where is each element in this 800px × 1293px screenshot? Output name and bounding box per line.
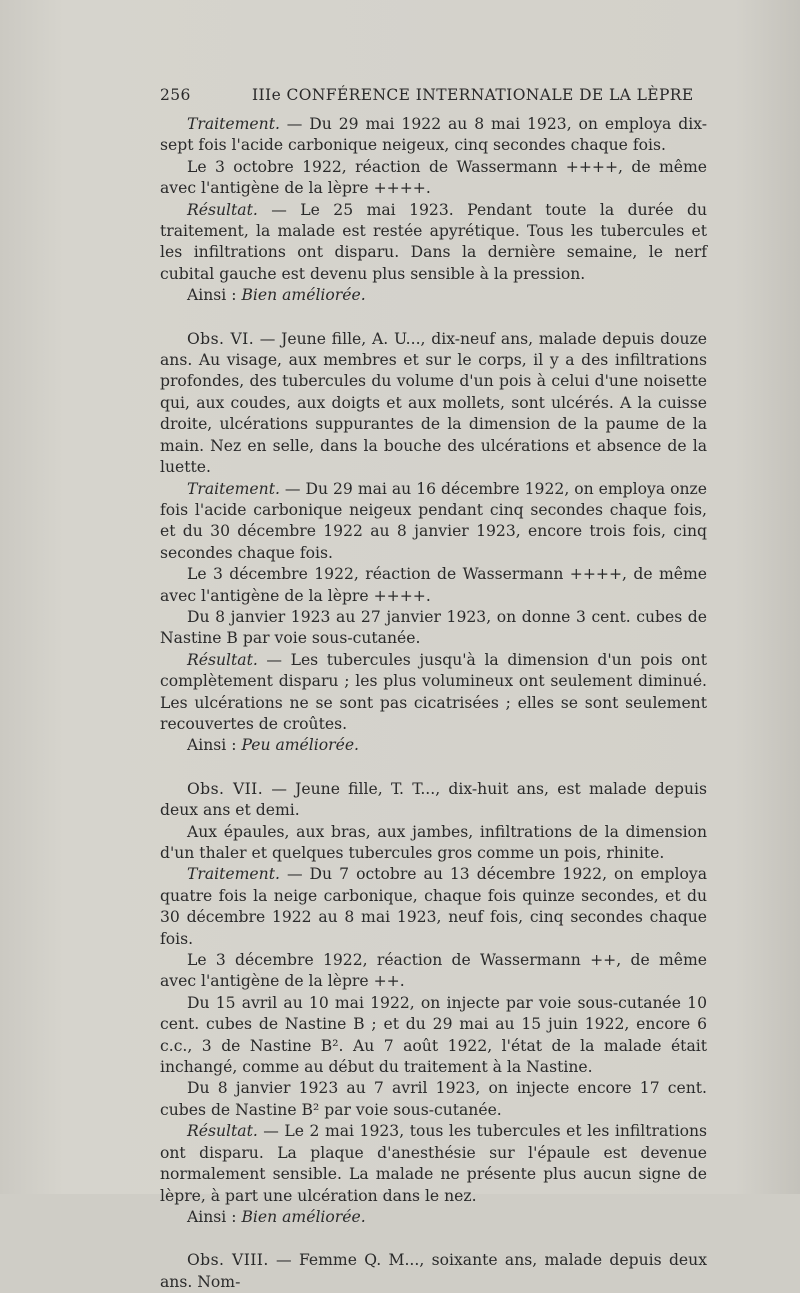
paragraph-observation-heading [160,329,707,479]
section-gap [160,307,707,329]
running-title: IIIe CONFÉRENCE INTERNATIONALE DE LA LÈPRE [252,86,694,104]
paragraph-text: Ainsi : [187,1207,242,1226]
observation-number: Obs. VII. [187,779,264,798]
section-gap [160,1228,707,1250]
observation-number: Obs. VIII. [187,1251,269,1270]
paragraph-label: Résultat. [187,1122,258,1141]
paragraph-label: Traitement. [187,865,280,884]
paragraph-text: — Du 29 mai au 16 décembre 1922, on employa onze fois l'acide carbonique neigeux pendant cinq secondes chaque fois, et du 30 décembre 1922 au 8 janvier 1923, encore trois fois, cinq secondes chaque fois. [160,479,707,562]
paragraph-text: Du 15 avril au 10 mai 1922, on injecte par voie sous-cutanée 10 cent. cubes de Nastine B ; et du 29 mai au 15 juin 1922, encore 6 c.c., 3 de Nastine B². Au 7 août 1922, l'état de la malade était inchangé, comme au début du traitement à la Nastine. [160,993,707,1077]
paragraph-text: Du 8 janvier 1923 au 7 avril 1923, on injecte encore 17 cent. cubes de Nastine B² par voie sous-cutanée. [160,1079,707,1119]
paragraph-wassermann [160,157,707,200]
paragraph-wassermann [160,950,707,993]
paragraph-text: — Jeune fille, A. U..., dix-neuf ans, malade depuis douze ans. Au visage, aux membres et sur le corps, il y a des infiltrations profondes, des tubercules du volume d'un pois à celui d'une noisette qui, aux coudes, aux doigts et aux mollets, sont ulcérés. A la cuisse droite, ulcérations suppurantes de la dimension de la paume de la main. Nez en selle, dans la bouche des ulcérations et absence de la luette. [160,329,708,477]
paragraph-text: — Le 2 mai 1923, tous les tubercules et les infiltrations ont disparu. La plaque d'anesthésie sur l'épaule est devenue normalement sensible. La malade ne présente plus aucun signe de lèpre, à part une ulcération dans le nez. [160,1122,707,1205]
paragraph-label: Traitement. [187,479,280,498]
paragraph-resultat [160,650,707,736]
paragraph-text: Le 3 décembre 1922, réaction de Wassermann ++, de même avec l'antigène de la lèpre ++. [160,951,707,991]
paragraph-text: — Jeune fille, T. T..., dix-huit ans, est malade depuis deux ans et demi. [160,779,707,820]
paragraph-text: Aux épaules, aux bras, aux jambes, infiltrations de la dimension d'un thaler et quelques tubercules gros comme un pois, rhinite. [160,822,707,862]
paragraph-traitement [160,479,707,565]
paragraph-conclusion [160,1207,707,1228]
paragraph-nastine [160,1078,707,1121]
paragraph-traitement [160,114,707,157]
paragraph-nastine [160,993,707,1079]
paragraph-text: Le 3 octobre 1922, réaction de Wassermann ++++, de même avec l'antigène de la lèpre ++++. [160,157,707,198]
paragraph-nastine [160,607,707,650]
page-number: 256 [160,86,191,104]
conclusion-verdict: Bien améliorée. [241,286,366,305]
paragraph-label: Résultat. [187,650,258,669]
section-gap [160,757,707,779]
paragraph-label: Résultat. [187,200,258,219]
paragraph-text: — Du 7 octobre au 13 décembre 1922, on employa quatre fois la neige carbonique, chaque fois quinze secondes, et du 30 décembre 1922 au 8 mai 1923, neuf fois, cinq secondes chaque fois. [160,865,707,948]
paragraph-text: Ainsi : [187,286,242,305]
paragraph-traitement [160,864,707,950]
paragraph-text: — Les tubercules jusqu'à la dimension d'un pois ont complètement disparu ; les plus volumineux ont seulement diminué. Les ulcérations ne se sont pas cicatrisées ; elles se sont seulement recouvertes de croûtes. [160,650,707,733]
paragraph-text: Du 8 janvier 1923 au 27 janvier 1923, on donne 3 cent. cubes de Nastine B par voie sous-cutanée. [160,607,707,648]
article-body [160,114,707,1293]
paragraph-conclusion [160,285,707,306]
paragraph-resultat [160,1121,707,1207]
paragraph-observation-heading [160,779,707,822]
conclusion-verdict: Bien améliorée. [241,1207,366,1226]
observation-number: Obs. VI. [187,329,255,348]
paragraph-conclusion [160,735,707,756]
paragraph-resultat [160,200,707,286]
paragraph-label: Traitement. [187,115,280,133]
paragraph-text: Le 3 décembre 1922, réaction de Wassermann ++++, de même avec l'antigène de la lèpre ++++. [160,565,707,605]
paragraph-text: — Le 25 mai 1923. Pendant toute la durée du traitement, la malade est restée apyrétique. Tous les tubercules et les infiltrations ont disparu. Dans la dernière semaine, le nerf cubital gauche est devenu plus sensible à la pression. [160,200,707,283]
paragraph-text: — Femme Q. M..., soixante ans, malade depuis deux ans. Nom- [160,1251,707,1291]
conclusion-verdict: Peu améliorée. [241,736,360,755]
paragraph-text: — Du 29 mai 1922 au 8 mai 1923, on employa dix-sept fois l'acide carbonique neigeux, cinq secondes chaque fois. [160,115,707,155]
paragraph-wassermann [160,564,707,607]
paragraph-text: Ainsi : [187,736,242,755]
paragraph-symptoms [160,822,707,865]
paragraph-observation-heading [160,1250,707,1293]
